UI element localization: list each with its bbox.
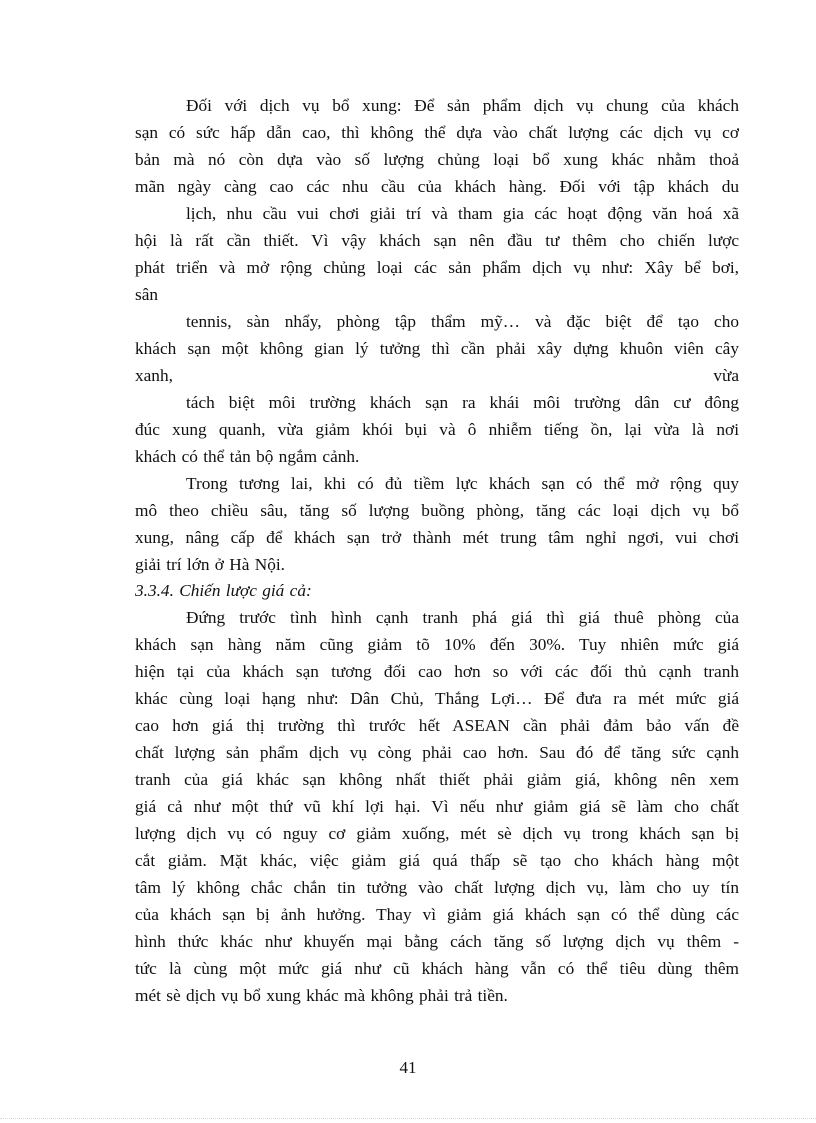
paragraph-line: giải trí lớn ở Hà Nội. [135, 555, 285, 574]
paragraph-line: khách có thể tản bộ ngắm cảnh. [135, 447, 360, 466]
paragraph-line: sạn có sức hấp dẫn cao, thì không thể dựa vào chất lượng các dịch vụ cơ [135, 123, 739, 142]
section-heading: 3.3.4. Chiến lược giá cả: [135, 581, 312, 600]
paragraph-line: mét sè dịch vụ bổ xung khác mà không phải trả tiền. [135, 986, 508, 1005]
paragraph-line: khách sạn một không gian lý tưởng thì cần phải xây dựng khuôn viên cây [135, 339, 739, 358]
page-number: 41 [399, 1058, 417, 1077]
paragraph-line: giá cả như một thứ vũ khí lợi hại. Vì nếu như giảm giá sẽ làm cho chất [135, 797, 739, 816]
paragraph-line: tennis, sàn nhẩy, phòng tập thẩm mỹ… và đặc biệt để tạo cho [186, 312, 739, 331]
paragraph-line: bản mà nó còn dựa vào số lượng chủng loại bổ xung khác nhằm thoả [135, 150, 739, 169]
page-bottom-divider [0, 1118, 816, 1119]
paragraph-line: chất lượng sản phẩm dịch vụ còng phải cao hơn. Sau đó để tăng sức cạnh [135, 743, 739, 762]
paragraph-line: tách biệt môi trường khách sạn ra khái môi trường dân cư đông [186, 393, 739, 412]
paragraph-line: khác cùng loại hạng như: Dân Chủ, Thắng Lợi… Để đưa ra mét mức giá [135, 689, 739, 708]
paragraph-line: tranh của giá khác sạn không nhất thiết phải giảm giá, không nên xem [135, 770, 739, 789]
paragraph-line: mô theo chiều sâu, tăng số lượng buồng phòng, tăng các loại dịch vụ bổ [135, 501, 739, 520]
paragraph-line: Đối với dịch vụ bổ xung: Để sản phẩm dịch vụ chung của khách [186, 96, 739, 115]
paragraph-line: phát triển và mở rộng chủng loại các sản phẩm dịch vụ như: Xây bể bơi, [135, 258, 739, 277]
paragraph-line: xung, nâng cấp để khách sạn trở thành mét trung tâm nghỉ ngơi, vui chơi [135, 528, 739, 547]
paragraph-line: của khách sạn bị ảnh hưởng. Thay vì giảm giá khách sạn có thể dùng các [135, 905, 739, 924]
paragraph-line: Đứng trước tình hình cạnh tranh phá giá thì giá thuê phòng của [186, 608, 739, 627]
paragraph-line: lịch, nhu cầu vui chơi giải trí và tham gia các hoạt động văn hoá xã [186, 204, 739, 223]
paragraph-line: lượng dịch vụ có nguy cơ giảm xuống, mét sè dịch vụ trong khách sạn bị [135, 824, 739, 843]
paragraph-line: Trong tương lai, khi có đủ tiềm lực khách sạn có thể mở rộng quy [186, 474, 739, 493]
paragraph-line: hội là rất cần thiết. Vì vậy khách sạn nên đầu tư thêm cho chiến lược [135, 231, 739, 250]
paragraph-line: cắt giảm. Mặt khác, việc giảm giá quá thấp sẽ tạo cho khách hàng một [135, 851, 739, 870]
paragraph-line: hiện tại của khách sạn tương đối cao hơn so với các đối thủ cạnh tranh [135, 662, 739, 681]
paragraph-line: khách sạn hàng năm cũng giảm tõ 10% đến 30%. Tuy nhiên mức giá [135, 635, 739, 654]
paragraph-line: xanh, [135, 366, 173, 385]
paragraph-line: sân [135, 285, 159, 304]
paragraph-line: hình thức khác như khuyến mại bằng cách tăng số lượng dịch vụ thêm - [135, 932, 739, 951]
paragraph-line: vừa [713, 366, 739, 385]
paragraph-line: đúc xung quanh, vừa giảm khói bụi và ô nhiễm tiếng ồn, lại vừa là nơi [135, 420, 739, 439]
paragraph-line: cao hơn giá thị trường thì trước hết ASEAN cần phải đảm bảo vấn đề [135, 716, 739, 735]
paragraph-line: mãn ngày càng cao các nhu cầu của khách hàng. Đối với tập khách du [135, 177, 739, 196]
paragraph-line: tức là cùng một mức giá như cũ khách hàng vẫn có thể tiêu dùng thêm [135, 959, 739, 978]
paragraph-line: tâm lý không chắc chắn tin tưởng vào chất lượng dịch vụ, làm cho uy tín [135, 878, 739, 897]
